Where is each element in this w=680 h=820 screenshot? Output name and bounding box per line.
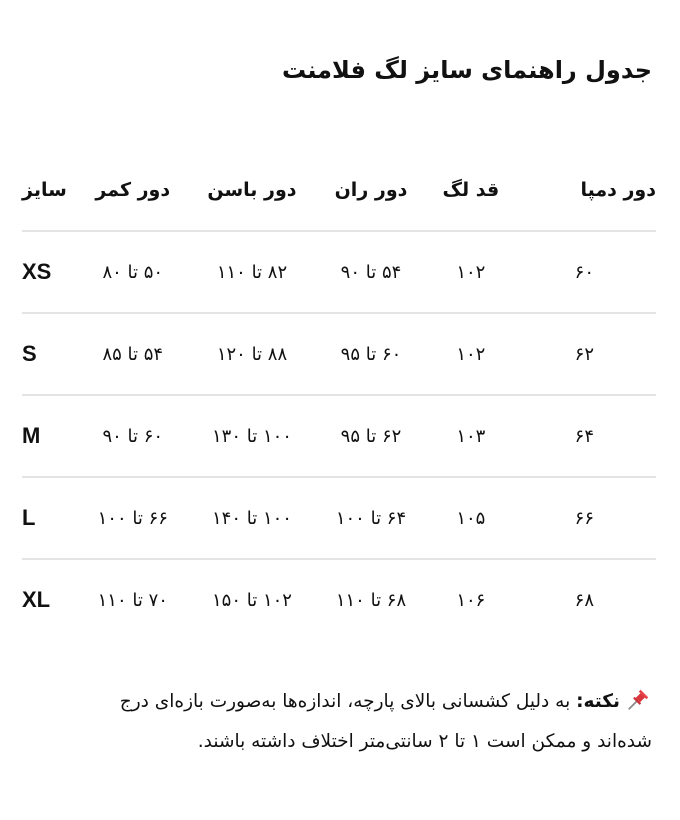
cell-size: M <box>22 395 74 477</box>
note-text: به دلیل کشسانی بالای پارچه، اندازه‌ها به‌صورت بازه‌ای درج شده‌اند و ممکن است ۱ تا ۲ سانتی‌متر اختلاف داشته باشند. <box>119 691 652 752</box>
cell-size: XS <box>22 231 74 313</box>
cell-waist: ۶۶ تا ۱۰۰ <box>74 477 192 559</box>
cell-length: ۱۰۲ <box>430 231 513 313</box>
header-legging-length: قد لگ <box>430 150 513 231</box>
pushpin-icon <box>626 686 652 712</box>
cell-hip: ۱۰۰ تا ۱۳۰ <box>192 395 313 477</box>
header-hem-circumference: دور دمپا <box>512 150 656 231</box>
header-hip-circumference: دور باسن <box>192 150 313 231</box>
size-note <box>70 682 652 762</box>
cell-hip: ۱۰۲ تا ۱۵۰ <box>212 589 292 611</box>
cell-hip: ۱۰۰ تا ۱۴۰ <box>192 477 313 559</box>
header-waist-circumference: دور کمر <box>74 150 192 231</box>
cell-hip: ۸۸ تا ۱۲۰ <box>192 313 313 395</box>
cell-hem: ۶۴ <box>512 395 656 477</box>
cell-size: L <box>22 477 74 559</box>
cell-length: ۱۰۶ <box>456 589 486 611</box>
cell-waist: ۷۰ تا ۱۱۰ <box>97 589 168 611</box>
note-label: نکته: <box>576 691 620 712</box>
cell-waist: ۶۰ تا ۹۰ <box>74 395 192 477</box>
size-guide-table <box>22 150 656 640</box>
cell-hem: ۶۰ <box>512 231 656 313</box>
cell-length: ۱۰۵ <box>430 477 513 559</box>
table-row <box>22 313 656 395</box>
cell-thigh: ۵۴ تا ۹۰ <box>312 231 429 313</box>
cell-length: ۱۰۲ <box>430 313 513 395</box>
cell-size: XL <box>22 587 51 612</box>
cell-length: ۱۰۳ <box>430 395 513 477</box>
cell-hem: ۶۲ <box>512 313 656 395</box>
cell-hip: ۸۲ تا ۱۱۰ <box>192 231 313 313</box>
cell-hem: ۶۸ <box>574 589 594 611</box>
header-thigh-circumference: دور ران <box>312 150 429 231</box>
table-row <box>22 395 656 477</box>
table-row <box>22 477 656 559</box>
cell-thigh: ۶۲ تا ۹۵ <box>312 395 429 477</box>
cell-thigh: ۶۴ تا ۱۰۰ <box>312 477 429 559</box>
cell-size: S <box>22 313 74 395</box>
table-row <box>22 231 656 313</box>
table-header-row <box>22 150 656 231</box>
page-title: جدول راهنمای سایز لگ فلامنت <box>281 56 652 84</box>
header-size: سایز <box>22 150 74 231</box>
cell-hem: ۶۶ <box>512 477 656 559</box>
cell-waist: ۵۴ تا ۸۵ <box>74 313 192 395</box>
cell-thigh: ۶۰ تا ۹۵ <box>312 313 429 395</box>
table-row <box>22 559 656 640</box>
cell-waist: ۵۰ تا ۸۰ <box>74 231 192 313</box>
cell-thigh: ۶۸ تا ۱۱۰ <box>335 589 407 611</box>
